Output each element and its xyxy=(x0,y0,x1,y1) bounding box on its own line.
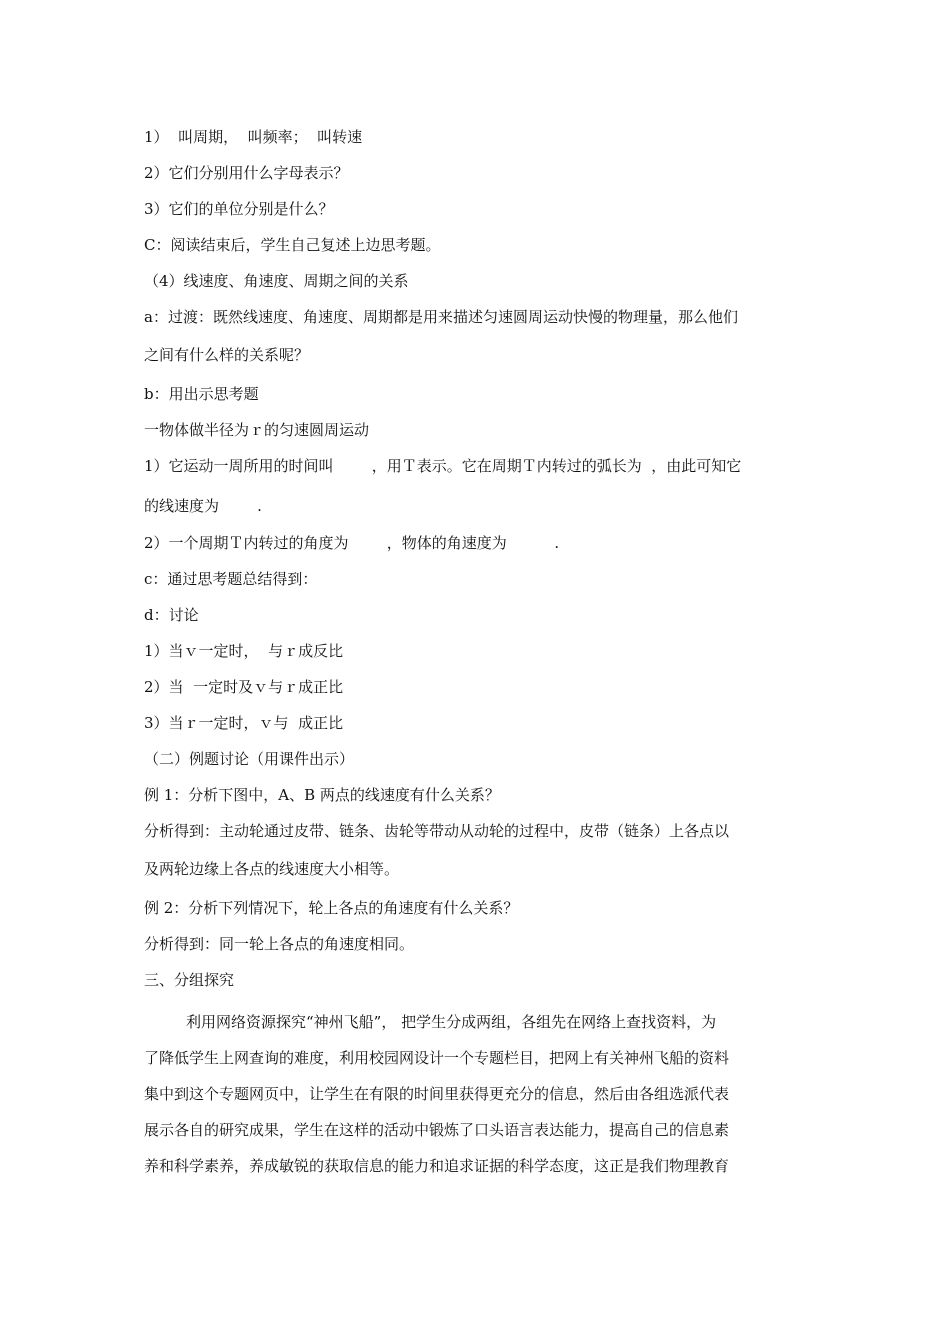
text-line: 3）当ｒ一定时，ｖ与 成正比 xyxy=(144,714,344,732)
text-line: 2）一个周期Ｔ内转过的角度为 ，物体的角速度为 . xyxy=(144,534,560,552)
text-line: 例 1：分析下图中，A、B 两点的线速度有什么关系？ xyxy=(144,786,500,804)
text-line: 的线速度为 . xyxy=(144,497,262,515)
text-line: 分析得到：同一轮上各点的角速度相同。 xyxy=(144,935,415,953)
text-line: 2）当 一定时及ｖ与ｒ成正比 xyxy=(144,678,344,696)
section-heading: （4）线速度、角速度、周期之间的关系 xyxy=(144,272,409,290)
text-line: 3）它们的单位分别是什么？ xyxy=(144,200,334,218)
text-line: 一物体做半径为ｒ的匀速圆周运动 xyxy=(144,421,370,439)
text-line: c：通过思考题总结得到： xyxy=(144,570,318,588)
text-line: 分析得到：主动轮通过皮带、链条、齿轮等带动从动轮的过程中，皮带（链条）上各点以 xyxy=(144,822,730,840)
text-line: 1）当ｖ一定时， 与ｒ成反比 xyxy=(144,642,344,660)
text-line: 例 2：分析下列情况下，轮上各点的角速度有什么关系？ xyxy=(144,899,519,917)
text-line: 1） 叫周期， 叫频率； 叫转速 xyxy=(144,128,363,146)
body-paragraph xyxy=(144,1004,808,1184)
text-line: b：用出示思考题 xyxy=(144,385,259,403)
text-line: 及两轮边缘上各点的线速度大小相等。 xyxy=(144,860,400,878)
paragraph-line: 了降低学生上网查询的难度，利用校园网设计一个专题栏目，把网上有关神州飞船的资料 xyxy=(144,1049,730,1067)
section-heading: （二）例题讨论（用课件出示） xyxy=(144,750,355,768)
text-line: 之间有什么样的关系呢？ xyxy=(144,346,310,364)
paragraph-line: 集中到这个专题网页中，让学生在有限的时间里获得更充分的信息，然后由各组选派代表 xyxy=(144,1085,730,1103)
paragraph-line: 利用网络资源探究“神州飞船”， 把学生分成两组，各组先在网络上查找资料，为 xyxy=(186,1013,717,1031)
text-line: 1）它运动一周所用的时间叫 ，用Ｔ表示。它在周期Ｔ内转过的弧长为 ，由此可知它 xyxy=(144,457,742,475)
paragraph-line: 展示各自的研究成果，学生在这样的活动中锻炼了口头语言表达能力，提高自己的信息素 xyxy=(144,1121,730,1139)
paragraph-line: 养和科学素养，养成敏锐的获取信息的能力和追求证据的科学态度，这正是我们物理教育 xyxy=(144,1157,730,1175)
text-line: C：阅读结束后，学生自己复述上边思考题。 xyxy=(144,236,441,254)
text-line: 2）它们分别用什么字母表示？ xyxy=(144,164,349,182)
text-line: a：过渡：既然线速度、角速度、周期都是用来描述匀速圆周运动快慢的物理量，那么他们 xyxy=(144,308,738,326)
text-line: d：讨论 xyxy=(144,606,199,624)
section-heading: 三、分组探究 xyxy=(144,971,235,989)
